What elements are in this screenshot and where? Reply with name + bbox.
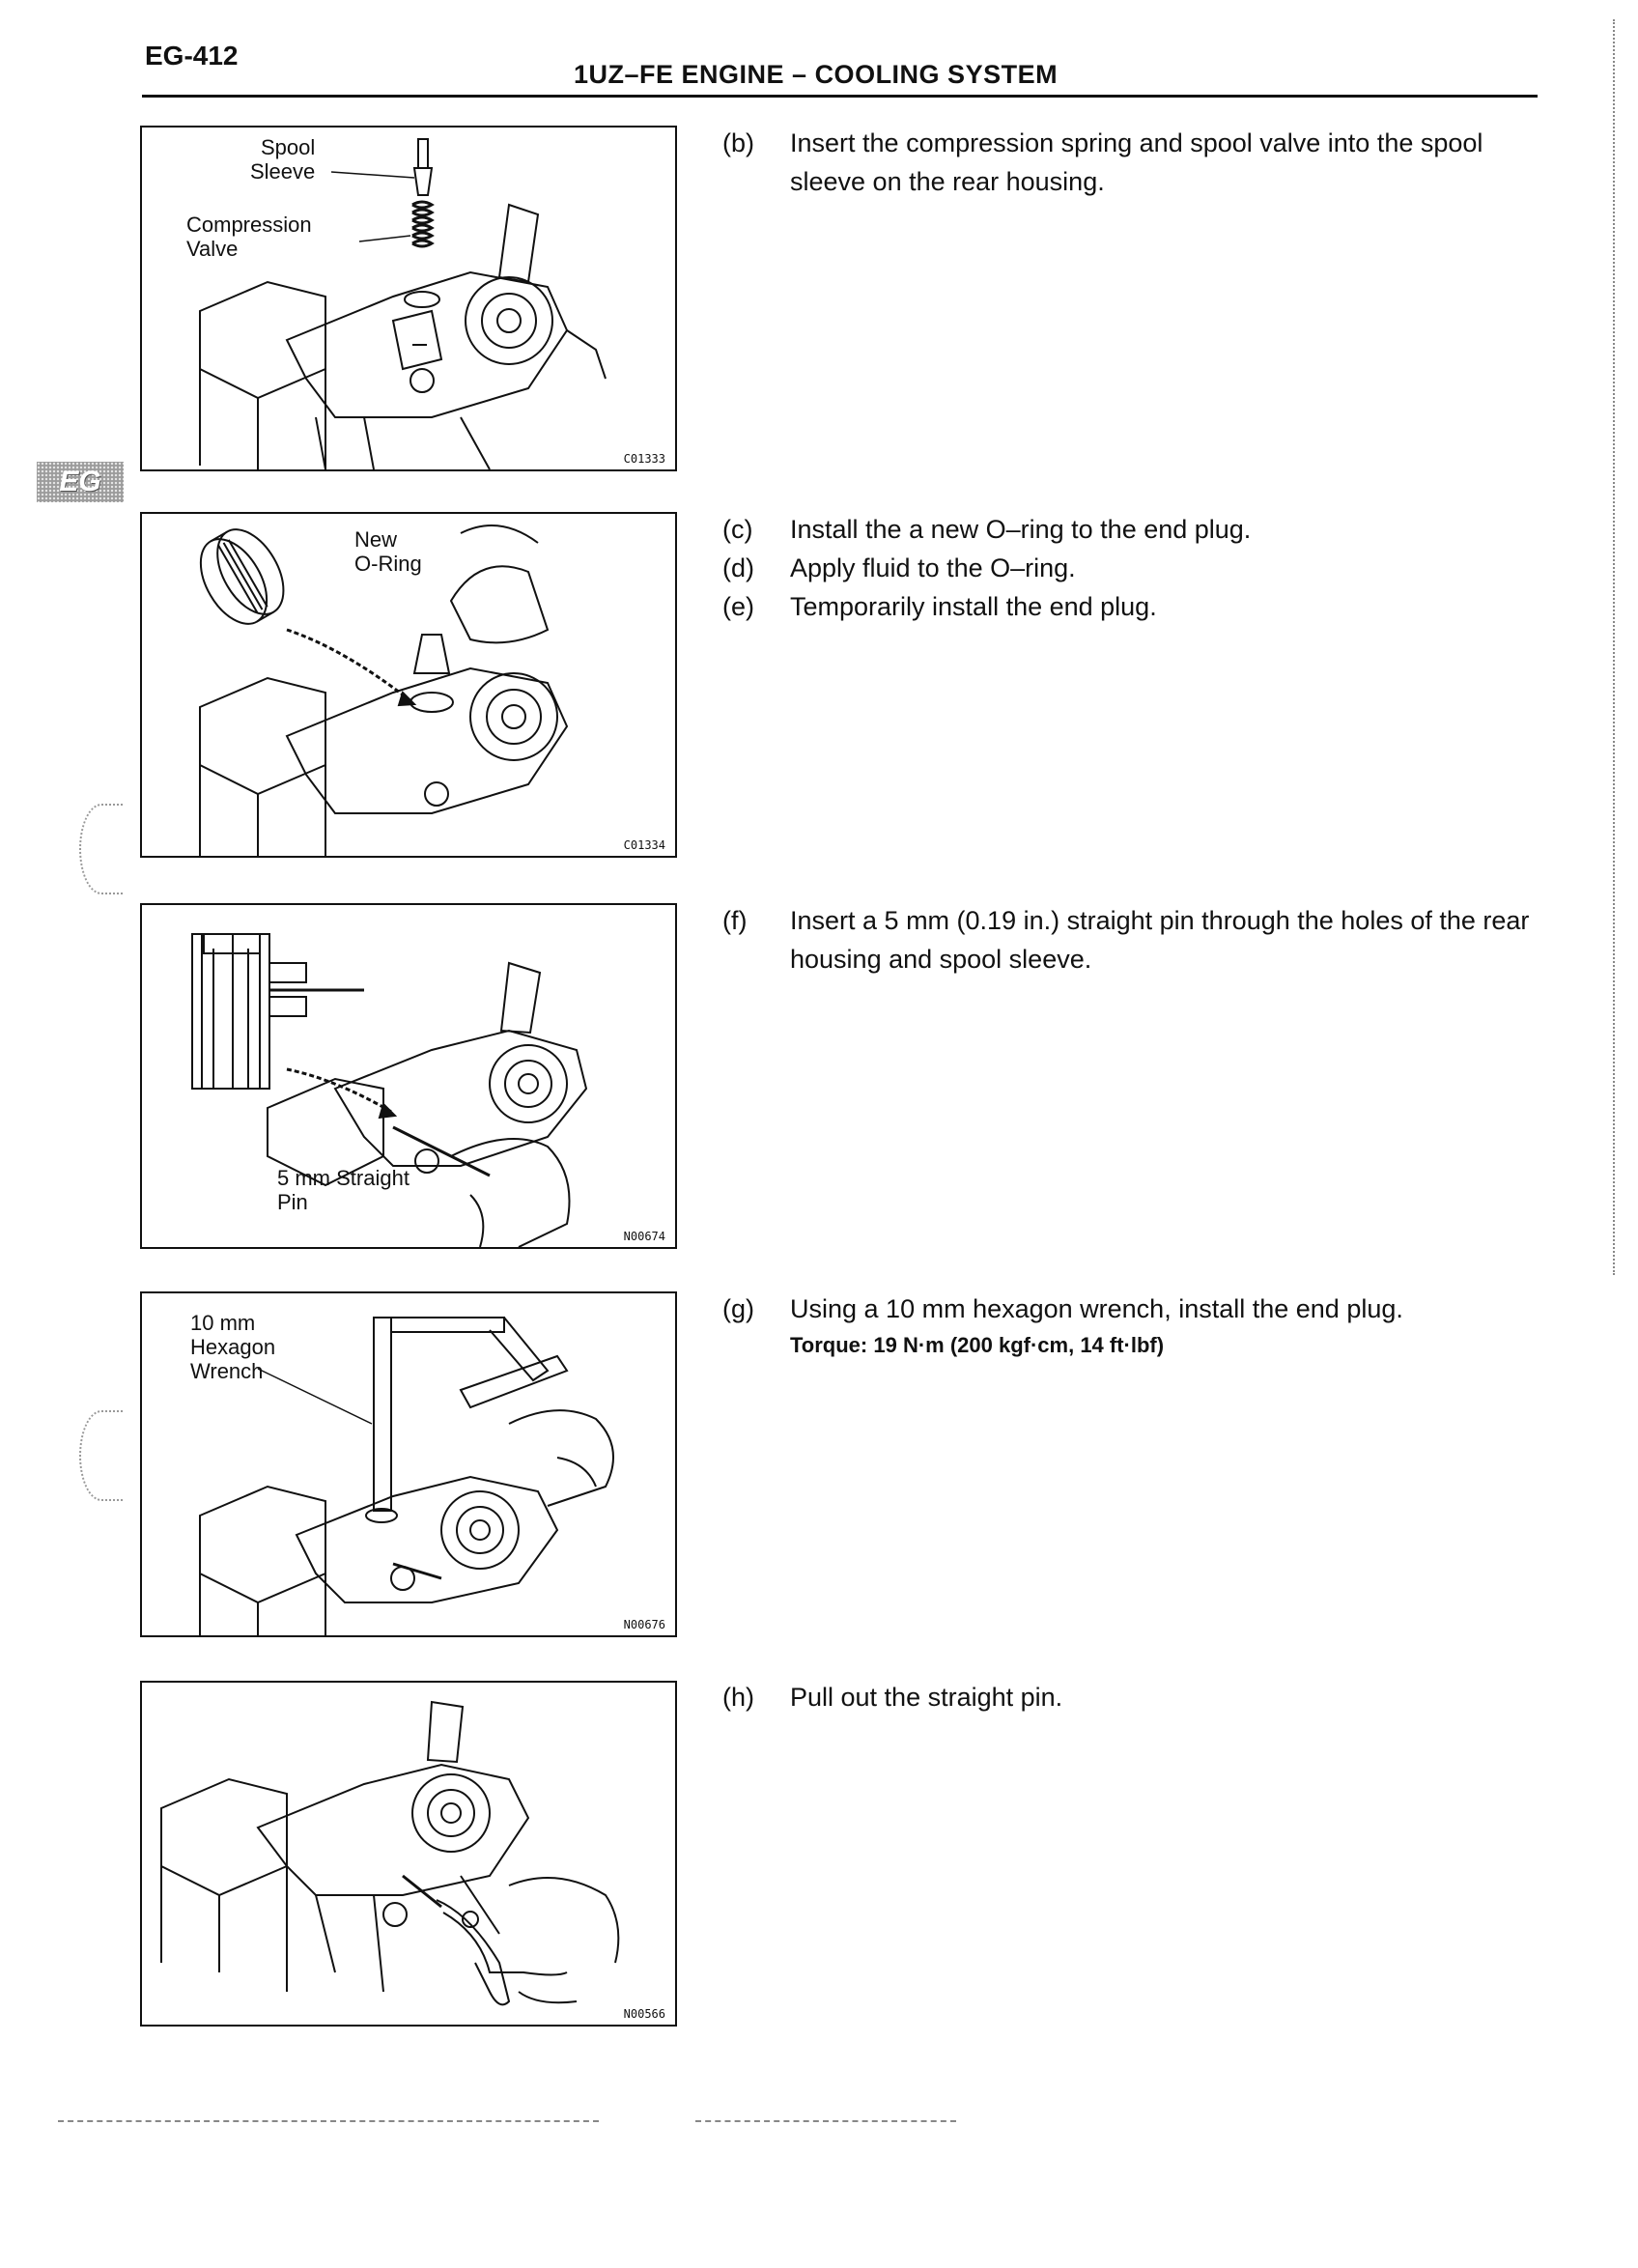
scan-bottom-artifact — [695, 2120, 956, 2122]
figure-straight-pin — [140, 903, 677, 1249]
figure-spool-valve — [140, 126, 677, 471]
step-text: Temporarily install the end plug. — [790, 592, 1157, 621]
step-c — [722, 510, 1553, 549]
step-tag: (f) — [722, 906, 748, 935]
page-number: EG-412 — [145, 41, 239, 71]
binder-hole-mark — [79, 804, 124, 894]
step-e — [722, 587, 1553, 626]
step-d — [722, 549, 1553, 587]
step-b — [722, 124, 1553, 201]
scan-bottom-artifact — [58, 2120, 599, 2122]
header-divider — [142, 95, 1538, 98]
step-tag: (b) — [722, 128, 754, 157]
step-h — [722, 1678, 1553, 1716]
step-text: Insert a 5 mm (0.19 in.) straight pin through the holes of the rear housing and spool sleeve. — [790, 906, 1530, 974]
step-tag: (d) — [722, 553, 754, 582]
step-text: Insert the compression spring and spool valve into the spool sleeve on the rear housing. — [790, 128, 1483, 196]
step-tag: (h) — [722, 1683, 754, 1712]
step-tag: (g) — [722, 1294, 754, 1323]
figure-code: C01333 — [623, 452, 665, 466]
figure-code: N00676 — [623, 1618, 665, 1631]
figure-code: N00566 — [623, 2007, 665, 2021]
label-straight-pin: 5 mm Straight Pin — [277, 1166, 410, 1214]
step-text: Install the a new O–ring to the end plug. — [790, 515, 1252, 544]
step-g — [722, 1290, 1553, 1328]
pull-pin-illustration — [142, 1683, 675, 2025]
figure-end-plug — [140, 512, 677, 858]
label-spool-sleeve: Spool Sleeve — [250, 135, 316, 184]
step-tag: (e) — [722, 592, 754, 621]
figure-code: N00674 — [623, 1230, 665, 1243]
figure-code: C01334 — [623, 838, 665, 852]
figure-hexagon-wrench — [140, 1291, 677, 1637]
spool-valve-illustration — [142, 128, 675, 469]
step-tag: (c) — [722, 515, 753, 544]
section-tab: EG — [37, 462, 124, 502]
step-text: Pull out the straight pin. — [790, 1683, 1063, 1712]
label-new-o-ring: New O-Ring — [354, 527, 422, 576]
binder-hole-mark — [79, 1410, 124, 1501]
torque-spec: Torque: 19 N·m (200 kgf·cm, 14 ft·lbf) — [790, 1333, 1165, 1357]
step-text: Apply fluid to the O–ring. — [790, 553, 1076, 582]
page-title: 1UZ–FE ENGINE – COOLING SYSTEM — [574, 60, 1059, 89]
label-hexagon-wrench: 10 mm Hexagon Wrench — [190, 1311, 276, 1383]
scan-margin-line — [1613, 19, 1615, 1275]
step-text: Using a 10 mm hexagon wrench, install the end plug. — [790, 1294, 1403, 1323]
label-compression-valve: Compression Valve — [186, 213, 312, 261]
step-f — [722, 901, 1553, 978]
figure-pull-pin — [140, 1681, 677, 2027]
